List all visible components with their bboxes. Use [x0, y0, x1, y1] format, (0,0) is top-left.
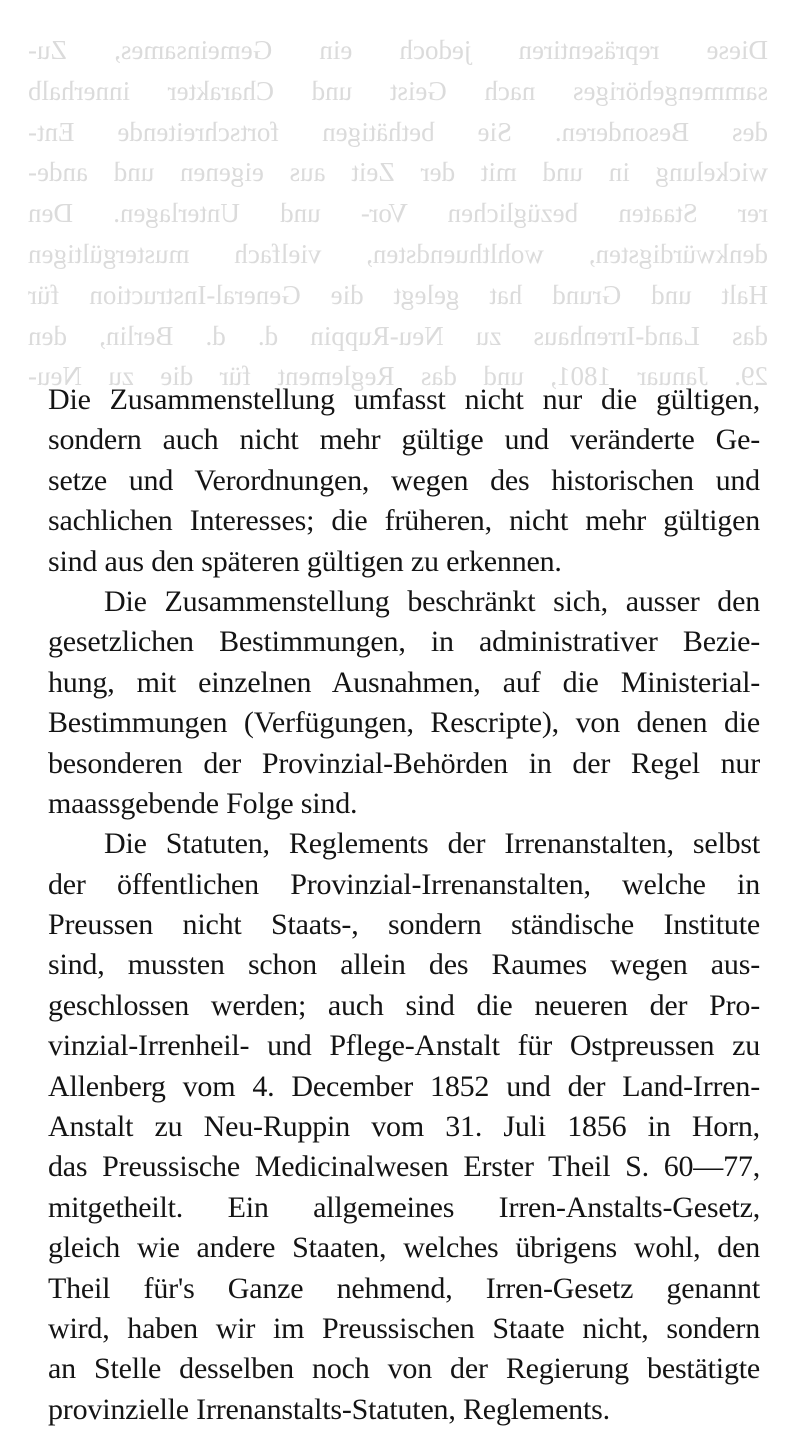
text-line: setze und Verordnungen, wegen des historischen und: [48, 463, 760, 497]
text-line: mitgetheilt. Ein allgemeines Irren-Anstalts-Gesetz,: [48, 1190, 760, 1224]
text-line: sondern auch nicht mehr gültige und veränderte Ge-: [48, 423, 760, 457]
text-line: maassgebende Folge sind.: [48, 786, 358, 820]
bleed-line: das Land-Irrenhaus zu Neu-Ruppin d. d. Berlin, den: [28, 320, 768, 351]
text-line: sind, mussten schon allein des Raumes wegen aus-: [48, 948, 760, 982]
text-line: wird, haben wir im Preussischen Staate nicht, sondern: [48, 1311, 760, 1345]
paragraph-scope: [48, 380, 760, 582]
bleed-line: 29. Januar 1801, und das Reglement für die zu Neu-: [28, 361, 768, 392]
text-line: sachlichen Interesses; die früheren, nicht mehr gültigen: [48, 504, 760, 538]
bleed-line: sammengehöriges nach Geist und Charakter innerhalb: [28, 75, 768, 106]
bleed-line: des Besonderen. Sie bethätigen fortschreitende Ent-: [28, 116, 768, 147]
paragraph-restriction: [48, 582, 760, 824]
page-body: [48, 380, 760, 1430]
text-line: vinzial-Irrenheil- und Pflege-Anstalt für Ostpreussen zu: [48, 1029, 760, 1063]
bleed-line: rer Staaten bezüglichen Vor- und Unterlagen. Den: [28, 198, 768, 229]
text-line: Die Zusammenstellung beschränkt sich, ausser den: [104, 584, 760, 618]
text-line: provinzielle Irrenanstalts-Statuten, Reglements.: [48, 1392, 610, 1426]
paragraph-statutes: [48, 824, 760, 1430]
bleed-line: Halt und Grund hat gelegt die General-Instruction für: [28, 279, 768, 310]
text-line: besonderen der Provinzial-Behörden in der Regel nur: [48, 746, 760, 780]
text-line: hung, mit einzelnen Ausnahmen, auf die Ministerial-: [48, 665, 760, 699]
text-line: Die Zusammenstellung umfasst nicht nur die gültigen,: [48, 383, 760, 416]
bleed-through-text: [28, 30, 768, 397]
text-line: der öffentlichen Provinzial-Irrenanstalten, welche in: [48, 867, 760, 901]
bleed-line: denkwürdigsten, wohlthuendsten, vielfach mustergültigen: [28, 238, 768, 269]
text-line: Theil für's Ganze nehmend, Irren-Gesetz genannt: [48, 1271, 760, 1305]
text-line: Preussen nicht Staats-, sondern ständische Institute: [48, 908, 760, 942]
text-line: gleich wie andere Staaten, welches übrigens wohl, den: [48, 1231, 760, 1265]
text-line: Anstalt zu Neu-Ruppin vom 31. Juli 1856 in Horn,: [48, 1110, 760, 1144]
bleed-line: wickelung in und mit der Zeit aus eigenen und ande-: [28, 157, 768, 188]
bleed-line: Diese repräsentiren jedoch ein Gemeinsames, Zu-: [28, 35, 768, 65]
text-line: sind aus den späteren gültigen zu erkennen.: [48, 544, 562, 578]
text-line: gesetzlichen Bestimmungen, in administrativer Bezie-: [48, 625, 760, 659]
text-line: Allenberg vom 4. December 1852 und der Land-Irren-: [48, 1069, 760, 1103]
text-line: geschlossen werden; auch sind die neueren der Pro-: [48, 988, 760, 1022]
text-line: an Stelle desselben noch von der Regierung bestätigte: [48, 1352, 760, 1386]
text-line: Die Statuten, Reglements der Irrenanstalten, selbst: [104, 827, 760, 861]
text-line: Bestimmungen (Verfügungen, Rescripte), von denen die: [48, 706, 760, 740]
text-line: das Preussische Medicinalwesen Erster Theil S. 60—77,: [48, 1150, 760, 1184]
